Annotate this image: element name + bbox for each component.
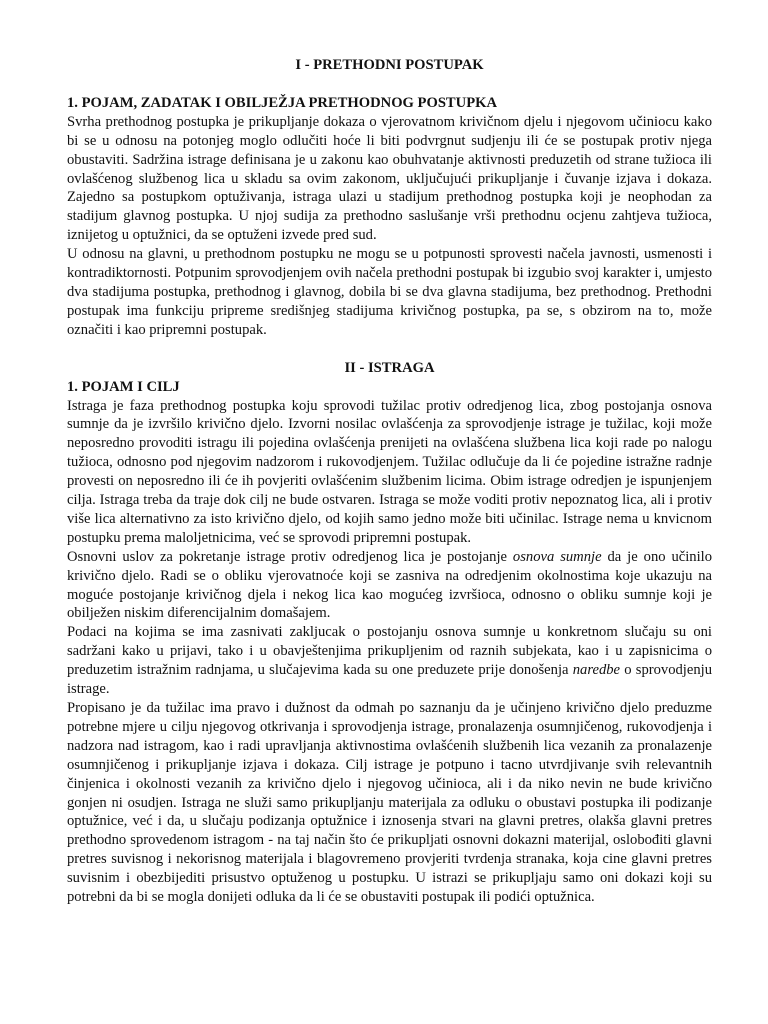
paragraph (67, 548, 712, 624)
paragraph: Istraga je faza prethodnog postupka koju sprovodi tužilac protiv odredjenog lica, zbog postojanja osnova sumnje da je izvršilo krivično djelo. Izvorni nosilac ovlašćenja za sprovodjenje istrage je tužilac, koji može neposredno provoditi istragu ili pojedina ovlašćenja prenijeti na ovlašćena službena lica koji rade po nalogu tužioca, odnosno pod njegovim nadzorom i rukovodjenjem. Tužilac odlučuje da li će pojedine istražne radnje provesti on neposredno ili će ih povjeriti ovlašćenim službenim licima. Obim istrage odredjen je ispunjenjem cilja. Istraga treba da traje dok cilj ne bude ostvaren. Istraga se može voditi protiv nepoznatog lica, ali i protiv više lica alternativno za isto krivično djelo, od kojih samo jedno može biti učinilac. Istrage nema u knvicnom postupku prema maloljetnicima, već se sprovodi pripremni postupak. (67, 397, 712, 546)
paragraph: Svrha prethodnog postupka je prikupljanje dokaza o vjerovatnom krivičnom djelu i njegovom učiniocu kako bi se u odnosu na potonjeg moglo odlučiti hoće li biti podvrgnut sudjenju ili će se postupak protiv njega obustaviti. Sadržina istrage definisana je u zakonu kao obuhvatanje aktivnosti preduzetih od strane tužioca ili ovlašćenog službenog lica u skladu sa ovim zakonom, uključujući prikupljanje i čuvanje izjava i dokaza. Zajedno sa postupkom optuživanja, istraga ulazi u stadijum prethodnog postupka koji je neophodan za stadijum glavnog postupka. U njoj sudija za prethodno saslušanje vrši prethodnu ocjenu zahtjeva tužioca, iznijetog u optužnici, da se optuženi izvede pred sud. (67, 113, 712, 244)
section-title: I - PRETHODNI POSTUPAK (295, 57, 484, 73)
paragraph-text: da je ono učinilo krivično djelo. Radi se o obliku vjerovatnoće koji se zasniva na odredjenim okolnostima koje ukazuju na moguće postojanje krivičnog djela i nekog lica kao mogućeg izvršioca, odnosno o obliku sumnje koji je obilježen niskim diferencijalnim domašajem. (67, 548, 712, 622)
paragraph: Propisano je da tužilac ima pravo i dužnost da odmah po saznanju da je učinjeno krivično djelo preduzme potrebne mjere u cilju njegovog otkrivanja i sprovodjenja istrage, pronalazenja osumnjičenog, rukovodjenja i nadzora nad istragom, kao i radi upravljanja aktivnostima ovlašćenih službenih lica vezanih za pronalazenje osumnjičenog i prikupljanje izjava i dokaza. Cilj istrage je potpuno i tacno utvrdjivanje svih relevantnih činjenica i okolnosti vezanih za krivično djelo i njegovog učinioca, ali i da niko nevin ne bude krivično gonjen ni osudjen. Istraga ne služi samo prikupljanju materijala za odluku o obustavi postupka ili podizanje optužnice, već i da, u slučaju podizanja optužnice i iznosenja stvari na glavni pretres, olakša glavni pretres prethodno sprovedenom istragom - na taj način što će prikupljati osnovni dokazni materijal, oslobođiti glavni pretres suvisnog i nekorisnog materijala i blagovremeno provjeriti tvrdenja stranaka, koja cine glavni pretres suvisnim i obezbijediti prisustvo optuženog u postupku. U istrazi se prikupljaju samo oni dokazi koji su potrebni da bi se mogla donijeti odluka da li će se obustaviti postupak ili podići optužnica. (67, 700, 712, 906)
document-page (67, 56, 712, 907)
emphasized-term: naredbe (572, 662, 621, 679)
section-2 (67, 359, 712, 907)
section-heading: 1. POJAM I CILJ (67, 378, 180, 395)
paragraph-text: o sprovodjenju istrage. (67, 662, 712, 698)
paragraph-text: Podaci na kojima se ima zasnivati zakljucak o postojanju osnova sumnje u konkretnom slučaju su oni sadržani kako u prijavi, tako i u obavještenjima prikupljenim od raznih subjekata, kao i u zapisnicima o preduzetim istražnim radnjama, u slučajevima kada su one preduzete prije donošenja (67, 624, 712, 679)
title-spacer (67, 75, 712, 94)
section-title: II - ISTRAGA (344, 359, 435, 376)
emphasized-term: osnova sumnje (512, 548, 602, 565)
section-heading: 1. POJAM, ZADATAK I OBILJEŽJA PRETHODNOG POSTUPKA (67, 94, 498, 111)
paragraph (67, 623, 712, 699)
paragraph: U odnosu na glavni, u prethodnom postupku ne mogu se u potpunosti sprovesti načela javnosti, usmenosti i kontradiktornosti. Potpunim sprovodjenjem ovih načela prethodni postupak bi izgubio svoj karakter i, umjesto dva stadijuma postupka, prethodnog i glavnog, dobila bi se dva glavna stadijuma, bez prethodnog. Prethodni postupak ima funkciju pripreme središnjeg stadijuma krivičnog postupka, pa se, s obzirom na to, može označiti i kao pripremni postupak. (67, 246, 712, 338)
paragraph-text: Osnovni uslov za pokretanje istrage protiv odredjenog lica je postojanje (67, 548, 513, 565)
